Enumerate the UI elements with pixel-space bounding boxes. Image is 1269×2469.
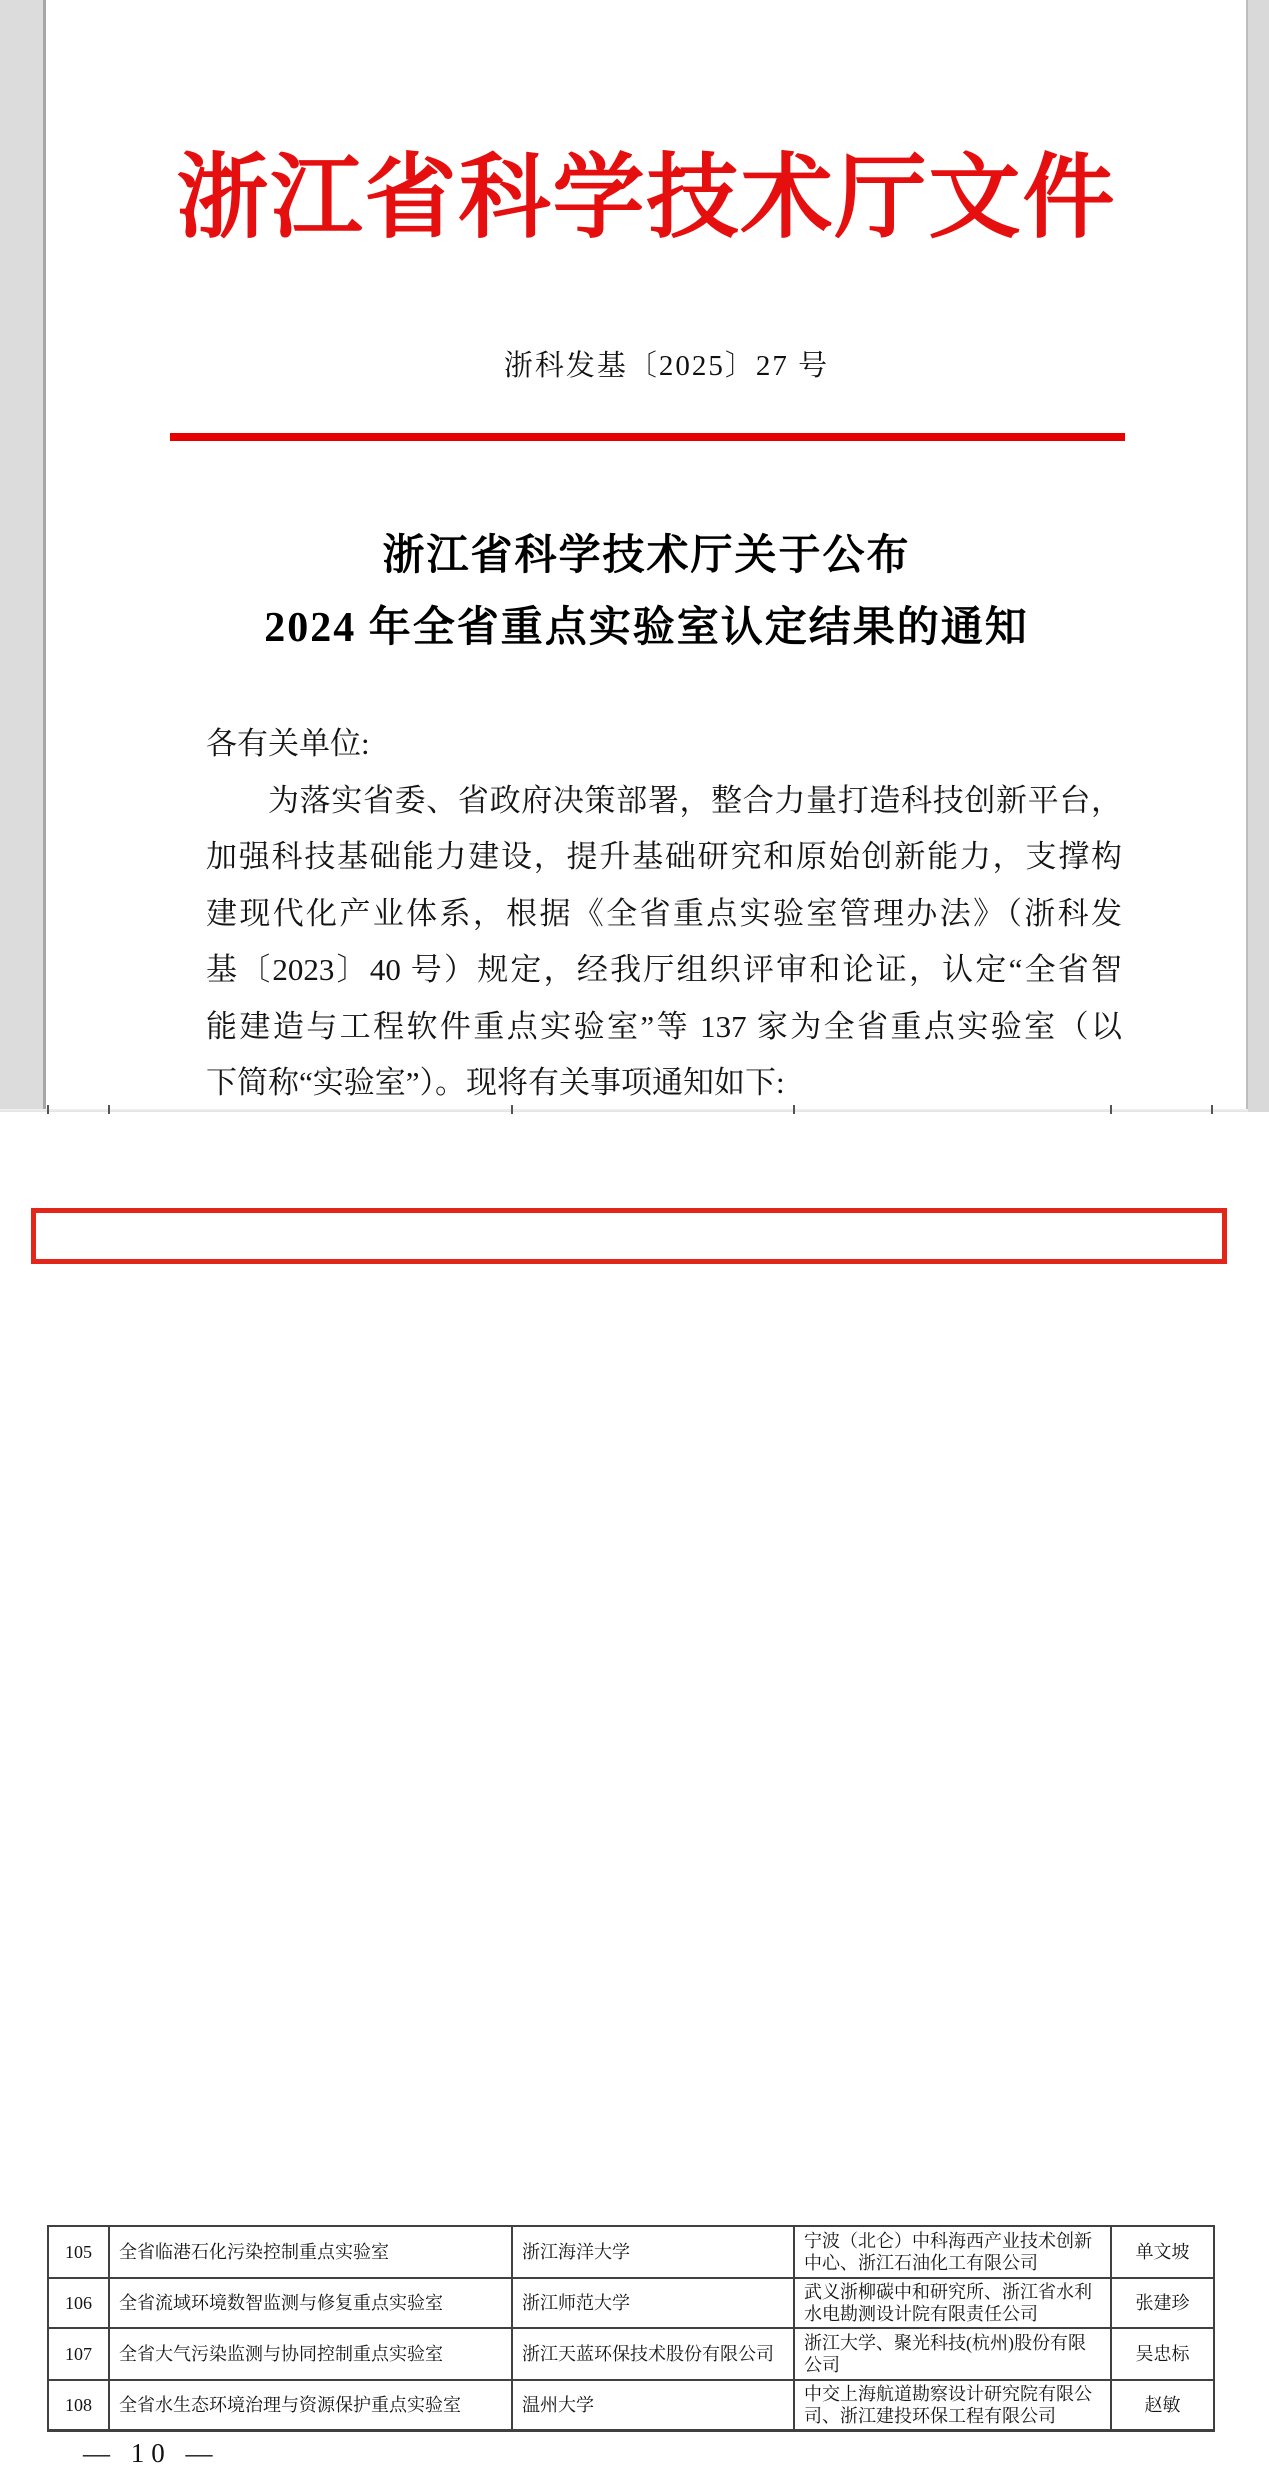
body-line: 建现代化产业体系，根据《全省重点实验室管理办法》（浙科发: [206, 895, 1122, 931]
table-row: [48, 2278, 1214, 2328]
lab-name-cell: 全省大气污染监测与协同控制重点实验室: [109, 2328, 512, 2380]
results-table-section: [0, 1112, 1269, 2468]
table-column-stub: [793, 1105, 795, 1114]
director-cell: 单文坡: [1111, 2226, 1214, 2278]
director-cell: 张建珍: [1111, 2278, 1214, 2328]
partner-institutions-cell: 武义浙柳碳中和研究所、浙江省水利水电勘测设计院有限责任公司: [794, 2278, 1111, 2328]
table-column-stub: [1211, 1105, 1213, 1114]
director-cell: 吴忠标: [1111, 2328, 1214, 2380]
body-line: 下简称“实验室”）。现将有关事项通知如下:: [206, 1065, 785, 1100]
body-line: 基〔2023〕40 号）规定，经我厅组织评审和论证，认定“全省智: [206, 952, 1122, 987]
results-table-body: [48, 2226, 1214, 2431]
table-row-highlighted: [48, 2328, 1214, 2380]
row-number-cell: 107: [48, 2328, 109, 2380]
body-line: 加强科技基础能力建设，提升基础研究和原始创新能力，支撑构: [206, 839, 1122, 874]
row-number-cell: 105: [48, 2226, 109, 2278]
body-line: 能建造与工程软件重点实验室”等 137 家为全省重点实验室（以: [206, 1008, 1122, 1044]
notice-title: [45, 520, 1248, 664]
page-number: — 10 —: [83, 2438, 220, 2468]
host-institution-cell: 浙江天蓝环保技术股份有限公司: [512, 2328, 794, 2380]
lab-name-cell: 全省流域环境数智监测与修复重点实验室: [109, 2278, 512, 2328]
host-institution-cell: 浙江师范大学: [512, 2278, 794, 2328]
row-number-cell: 108: [48, 2380, 109, 2431]
salutation: 各有关单位:: [206, 726, 370, 761]
row-number-cell: 106: [48, 2278, 109, 2328]
lab-name-cell: 全省水生态环境治理与资源保护重点实验室: [109, 2380, 512, 2431]
red-divider-rule: [170, 433, 1125, 441]
host-institution-cell: 浙江海洋大学: [512, 2226, 794, 2278]
notice-title-line2: 2024 年全省重点实验室认定结果的通知: [264, 605, 1029, 651]
body-line: 为落实省委、省政府决策部署，整合力量打造科技创新平台，: [268, 782, 1122, 818]
notice-title-line1: 浙江省科学技术厅关于公布: [382, 533, 911, 579]
partner-institutions-cell: 中交上海航道勘察设计研究院有限公司、浙江建投环保工程有限公司: [794, 2380, 1111, 2431]
partner-institutions-cell: 浙江大学、聚光科技(杭州)股份有限公司: [794, 2328, 1111, 2380]
host-institution-cell: 温州大学: [512, 2380, 794, 2431]
banner-title: 浙江省科学技术厅文件: [176, 147, 1117, 249]
document-number: 浙科发基〔2025〕27 号: [503, 350, 830, 382]
table-column-stub: [108, 1105, 110, 1114]
partner-institutions-cell: 宁波（北仑）中科海西产业技术创新中心、浙江石油化工有限公司: [794, 2226, 1111, 2278]
lab-name-cell: 全省临港石化污染控制重点实验室: [109, 2226, 512, 2278]
results-table: [47, 2225, 1215, 2432]
page-right-margin: [1246, 0, 1269, 1112]
director-cell: 赵敏: [1111, 2380, 1214, 2431]
table-row: [48, 2226, 1214, 2278]
table-column-stub: [47, 1105, 49, 1114]
page-left-margin: [0, 0, 46, 1112]
table-column-stub: [511, 1105, 513, 1114]
body-paragraph: [206, 716, 1122, 1112]
table-row: [48, 2380, 1214, 2431]
table-column-stub: [1110, 1105, 1112, 1114]
